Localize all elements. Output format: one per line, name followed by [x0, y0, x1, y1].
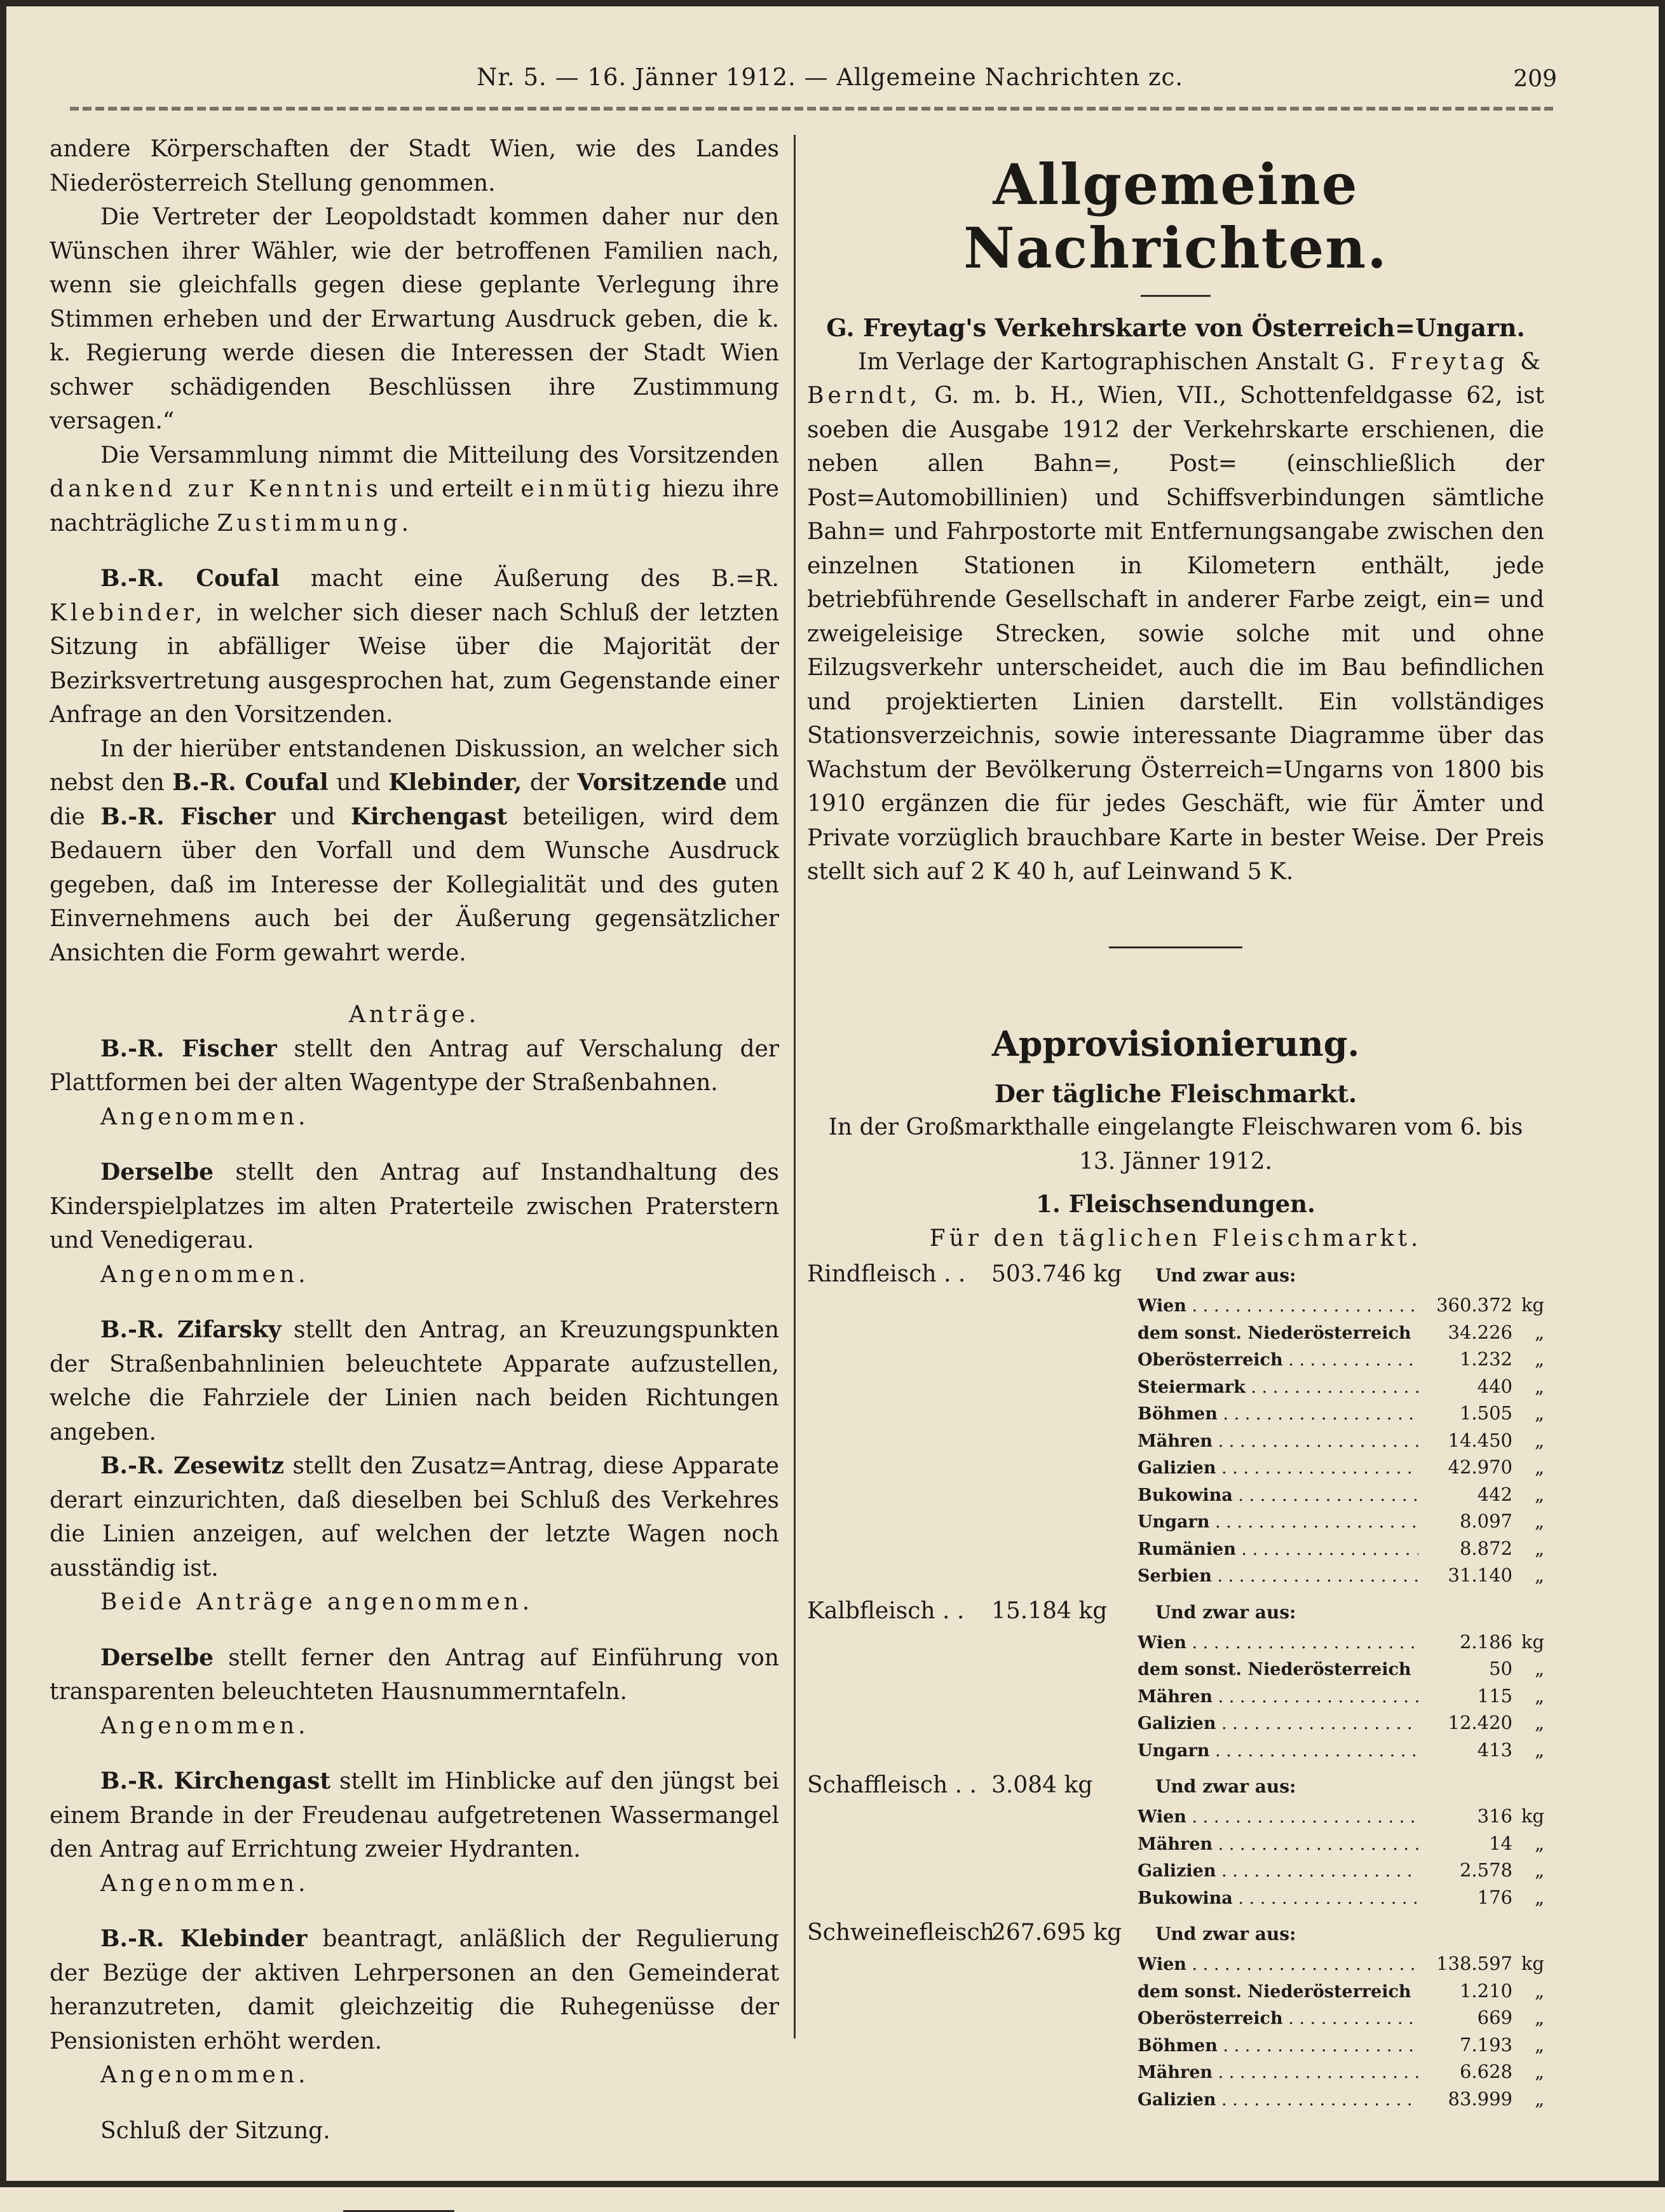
origin-row — [1138, 1400, 1544, 1428]
paragraph — [50, 1156, 779, 1258]
origin-name: Bukowina . . . — [1138, 1482, 1418, 1509]
text-run: in welcher sich dieser nach Schluß der letzten Sitzung in abfälliger Weise über die Majorität der Bezirksvertretung ausgesprochen hat, zum Gegenstande einer Anfrage an den Vorsitzenden. — [50, 599, 779, 728]
running-title: Nr. 5. — 16. Jänner 1912. — Allgemeine Nachrichten zc. — [477, 64, 1183, 91]
verdict: Angenommen. — [100, 1870, 309, 1897]
origin-row — [1138, 1536, 1544, 1563]
paragraph: Die Vertreter der Leopoldstadt kommen daher nur den Wünschen ihrer Wähler, wie der betroffenen Familien nach, wenn sie gleichfalls gegen diese geplante Verlegung ihre Stimmen erheben und der Erwartung Ausdruck geben, die k. k. Regierung werde diesen die Interessen der Stadt Wien schwer schädigenden Beschlüssen ihre Zustimmung versagen.“ — [50, 204, 779, 434]
origin-unit: kg — [1521, 1294, 1544, 1316]
spaced-text: einmütig — [520, 476, 655, 502]
origin-row — [1138, 2059, 1544, 2086]
text-run: und — [290, 803, 336, 830]
paragraph — [50, 732, 779, 971]
divider-rule — [1109, 946, 1242, 948]
spaced-text: Zustimmung. — [217, 510, 413, 536]
origin-row — [1138, 1629, 1544, 1656]
left-column — [50, 132, 779, 2212]
origin-unit: „ — [1534, 1712, 1544, 1733]
origin-name: Oberösterreich . . . — [1138, 2005, 1418, 2032]
origin-unit: kg — [1521, 1805, 1544, 1827]
origin-row — [1138, 1710, 1544, 1737]
origin-row — [1138, 1737, 1544, 1765]
origin-row — [1138, 1656, 1544, 1683]
origin-unit: kg — [1521, 1953, 1544, 1974]
paragraph — [50, 1641, 779, 1709]
meat-name: Schweinefleisch — [807, 1920, 995, 1946]
meat-row — [807, 1258, 1544, 1292]
origin-unit: „ — [1534, 1832, 1544, 1854]
origin-row — [1138, 1683, 1544, 1710]
speaker-name: B.-R. Klebinder — [100, 1925, 308, 1952]
origin-unit: „ — [1534, 2061, 1544, 2082]
paragraph — [50, 1449, 779, 1585]
origin-name: Galizien . . . — [1138, 1455, 1418, 1482]
origin-value: 1.505 — [1459, 1402, 1512, 1424]
origin-value: 14 — [1489, 1832, 1512, 1854]
right-column — [807, 153, 1544, 2113]
title-rule — [1141, 295, 1211, 297]
origin-unit: „ — [1534, 1375, 1544, 1397]
origin-name: Bukowina . . . — [1138, 1885, 1418, 1912]
origin-unit: „ — [1534, 1564, 1544, 1586]
origin-name: Ungarn . . . — [1138, 1509, 1418, 1536]
text-run: beantragt, anläßlich der Regulierung der Bezüge der aktiven Lehrpersonen an den Gemeinderat heranzutreten, damit gleichzeitig die Ruhegenüsse der Pensionisten erhöht werden. — [50, 1926, 779, 2054]
origin-unit: kg — [1521, 1630, 1544, 1653]
verdict: Beide Anträge angenommen. — [100, 1589, 534, 1615]
origin-name: Galizien . . . — [1138, 2087, 1418, 2113]
origin-name: Serbien . . . — [1138, 1563, 1418, 1590]
spaced-text: dankend zur Kenntnis — [50, 476, 382, 502]
fleischmarkt-title: Der tägliche Fleischmarkt. — [994, 1079, 1357, 1108]
meat-name: Kalbfleisch . . — [807, 1597, 965, 1624]
paragraph — [807, 345, 1544, 889]
origin-name: dem sonst. Niederösterreich . . . — [1138, 1656, 1418, 1683]
origin-name: Mähren . . . — [1138, 2059, 1418, 2086]
origin-name: Mähren . . . — [1138, 1831, 1418, 1858]
text-run: hiezu ihre nachträgliche — [50, 476, 779, 536]
text-run: macht eine Äußerung des B.=R. — [310, 566, 779, 592]
meat-amount: 3.084 kg — [991, 1772, 1093, 1798]
origin-note: Und zwar aus: — [1155, 1601, 1296, 1623]
meat-amount: 267.695 kg — [991, 1920, 1122, 1946]
origin-unit: „ — [1534, 2007, 1544, 2028]
intro-text: In der Großmarkthalle eingelangte Fleischwaren vom 6. bis 13. Jänner 1912. — [828, 1114, 1523, 1175]
paragraph — [50, 1922, 779, 2058]
text-run: Die Versammlung nimmt die Mitteilung des Vorsitzenden — [100, 442, 779, 468]
spaced-text: G. Freytag & Berndt, — [807, 348, 1545, 409]
origin-value: 7.193 — [1459, 2033, 1512, 2056]
origin-value: 316 — [1477, 1805, 1512, 1827]
origin-row — [1138, 1428, 1544, 1455]
origin-unit: „ — [1534, 1348, 1544, 1370]
origin-row — [1138, 1508, 1544, 1536]
origin-value: 413 — [1477, 1738, 1512, 1761]
origin-row — [1138, 1562, 1544, 1590]
origin-row — [1138, 1374, 1544, 1401]
column-divider — [794, 135, 796, 2038]
origin-row — [1138, 1346, 1544, 1374]
speaker-name: Klebinder, — [388, 769, 522, 796]
text-run: und erteilt — [390, 476, 513, 502]
origin-unit: „ — [1534, 1886, 1544, 1908]
section-title: Allgemeine Nachrichten. — [963, 151, 1388, 281]
origin-name: Galizien . . . — [1138, 1858, 1418, 1885]
origin-value: 1.210 — [1459, 1979, 1512, 2002]
origin-value: 50 — [1489, 1658, 1512, 1679]
origin-unit: „ — [1534, 1510, 1544, 1532]
text-run: beteiligen, wird dem Bedauern über den Vorfall und dem Wunsche Ausdruck gegeben, daß im Interesse der Kollegialität und des guten Einvernehmens auch bei der Äußerung gegensätzlicher Ansichten die Form gewahrt werde. — [50, 803, 780, 966]
page-number: 209 — [1513, 66, 1557, 92]
text-run: In der hierüber entstandenen Diskussion, an welcher sich nebst den — [50, 735, 779, 796]
meat-row — [807, 1769, 1544, 1803]
origin-value: 8.097 — [1459, 1510, 1512, 1532]
origin-name: Böhmen . . . — [1138, 2033, 1418, 2059]
origin-value: 669 — [1477, 2007, 1512, 2028]
speaker-name: Derselbe — [100, 1159, 214, 1185]
origin-row — [1138, 1454, 1544, 1482]
origin-unit: „ — [1534, 1402, 1544, 1424]
paragraph: andere Körperschaften der Stadt Wien, wie des Landes Niederösterreich Stellung genommen. — [50, 136, 779, 196]
origin-name: Wien . . . — [1138, 1804, 1418, 1831]
verdict: Angenommen. — [100, 1261, 309, 1288]
speaker-name: Derselbe — [100, 1644, 214, 1671]
origin-row — [1138, 1803, 1544, 1831]
speaker-name: B.-R. Coufal — [172, 769, 329, 796]
origin-value: 360.372 — [1436, 1294, 1512, 1316]
origin-unit: „ — [1534, 2033, 1544, 2056]
speaker-name: Kirchengast — [350, 803, 508, 830]
origin-name: Wien . . . — [1138, 1293, 1418, 1320]
meat-amount: 15.184 kg — [991, 1597, 1108, 1624]
origin-value: 34.226 — [1448, 1321, 1512, 1343]
origin-name: dem sonst. Niederösterreich . . . — [1138, 1979, 1418, 2005]
text-run: der — [529, 770, 569, 796]
meat-row — [807, 1595, 1544, 1629]
origin-row — [1138, 1857, 1544, 1885]
text-run: stellt den Antrag auf Verschalung der Plattformen bei der alten Wagentype der Straßenbahnen. — [50, 1035, 780, 1096]
origin-unit: „ — [1534, 1429, 1544, 1451]
origin-value: 83.999 — [1448, 2087, 1512, 2110]
origin-name: Rumänien . . . — [1138, 1536, 1418, 1563]
origin-name: Ungarn . . . — [1138, 1738, 1418, 1765]
origin-row — [1138, 1292, 1544, 1320]
text-run: und die — [50, 770, 779, 830]
paragraph — [50, 562, 779, 732]
origin-value: 1.232 — [1459, 1348, 1512, 1370]
header-wavy-rule — [70, 107, 1557, 111]
origin-row — [1138, 1885, 1544, 1912]
fleischsendungen-heading: 1. Fleischsendungen. — [1036, 1190, 1315, 1218]
origin-value: 8.872 — [1459, 1537, 1512, 1559]
origin-value: 42.970 — [1448, 1456, 1512, 1478]
origin-note: Und zwar aus: — [1155, 1265, 1296, 1286]
origin-row — [1138, 1951, 1544, 1978]
meat-name: Rindfleisch . . — [807, 1261, 966, 1287]
meat-name: Schaffleisch . . — [807, 1772, 977, 1798]
origin-value: 6.628 — [1459, 2061, 1512, 2082]
meat-row — [807, 1916, 1544, 1951]
origin-unit: „ — [1534, 1859, 1544, 1881]
text-run: stellt den Zusatz=Antrag, diese Apparate derart einzurichten, daß dieselben bei Schluß des Verkehres die Linien anzeigen, auf welchen der letzte Wagen noch ausständig ist. — [50, 1453, 779, 1581]
origin-note: Und zwar aus: — [1155, 1923, 1296, 1944]
origin-value: 2.186 — [1459, 1630, 1512, 1653]
origin-unit: „ — [1534, 1979, 1544, 2002]
origin-value: 442 — [1477, 1483, 1512, 1505]
spaced-text: Klebinder, — [50, 599, 207, 626]
text-run: Im Verlage der Kartographischen Anstalt — [858, 348, 1339, 375]
verdict: Angenommen. — [100, 2062, 309, 2088]
origin-row — [1138, 1482, 1544, 1509]
origin-row — [1138, 1831, 1544, 1858]
origin-name: dem sonst. Niederösterreich . . . — [1138, 1320, 1418, 1347]
paragraph — [50, 1313, 779, 1449]
text-run: G. m. b. H., Wien, VII., Schottenfeldgasse 62, ist soeben die Ausgabe 1912 der Verkehrskarte erschienen, die neben allen Bahn=, Post= (einschließlich der Post=Automobillinien) und Schiffsverbindungen sämtliche Bahn= und Fahrpostorte mit Entfernungsangabe zwischen den einzelnen Stationen in Kilometern enthält, jede betriebführende Gesellschaft in anderer Farbe zeigt, ein= und zweigeleisige Strecken, sowie solche mit und ohne Eilzugsverkehr unterscheidet, auch die im Bau befindlichen und projektierten Linien darstellt. Ein vollständiges Stationsverzeichnis, sowie interessante Diagramme über das Wachstum der Bevölkerung Österreich=Ungarns von 1800 bis 1910 ergänzen die für jedes Geschäft, wie für Ämter und Private vorzüglich brauchbare Karte in bester Weise. Der Preis stellt sich auf 2 K 40 h, auf Leinwand 5 K. — [807, 383, 1544, 885]
paragraph — [50, 1765, 779, 1867]
verdict: Angenommen. — [100, 1712, 309, 1739]
paragraph — [50, 1032, 779, 1100]
origin-unit: „ — [1534, 2087, 1544, 2110]
text-run: stellt im Hinblicke auf den jüngst bei einem Brande in der Freudenau aufgetretenen Wassermangel den Antrag auf Errichtung zweier Hydranten. — [50, 1768, 779, 1862]
origin-unit: „ — [1534, 1684, 1544, 1707]
meat-table — [807, 1258, 1544, 2113]
page-header — [70, 64, 1557, 102]
approvisionierung-title: Approvisionierung. — [991, 1023, 1360, 1064]
origin-name: Wien . . . — [1138, 1951, 1418, 1978]
text-run: stellt den Antrag auf Instandhaltung des Kinderspielplatzes im alten Praterteile zwischen Praterstern und Venedigerau. — [50, 1159, 779, 1253]
speaker-name: B.-R. Fischer — [100, 803, 276, 830]
article-title: G. Freytag's Verkehrskarte von Österreich=Ungarn. — [826, 313, 1525, 342]
fleischmarkt-subheading: Für den täglichen Fleischmarkt. — [929, 1225, 1422, 1252]
origin-unit: „ — [1534, 1658, 1544, 1679]
origin-value: 14.450 — [1448, 1429, 1512, 1451]
origin-name: Galizien . . . — [1138, 1710, 1418, 1737]
origin-name: Böhmen . . . — [1138, 1401, 1418, 1428]
origin-name: Oberösterreich . . . — [1138, 1347, 1418, 1374]
closing-line: Schluß der Sitzung. — [100, 2117, 330, 2144]
paragraph — [50, 439, 779, 541]
origin-name: Steiermark . . . — [1138, 1374, 1418, 1401]
origin-value: 138.597 — [1436, 1953, 1512, 1974]
origin-row — [1138, 1320, 1544, 1347]
origin-note: Und zwar aus: — [1155, 1776, 1296, 1797]
verdict: Angenommen. — [100, 1103, 309, 1130]
origin-row — [1138, 1978, 1544, 2005]
text-run: stellt ferner den Antrag auf Einführung von transparenten beleuchteten Hausnummerntafeln. — [50, 1644, 779, 1705]
origin-value: 31.140 — [1448, 1564, 1512, 1586]
speaker-name: B.-R. Coufal — [100, 565, 280, 592]
origin-unit: „ — [1534, 1483, 1544, 1505]
origin-row — [1138, 2032, 1544, 2059]
speaker-name: B.-R. Kirchengast — [100, 1768, 330, 1794]
origin-unit: „ — [1534, 1738, 1544, 1761]
origin-value: 176 — [1477, 1886, 1512, 1908]
origin-unit: „ — [1534, 1321, 1544, 1343]
speaker-name: B.-R. Zesewitz — [100, 1452, 285, 1479]
meat-amount: 503.746 kg — [991, 1261, 1122, 1287]
text-run: stellt den Antrag, an Kreuzungspunkten der Straßenbahnlinien beleuchtete Apparate aufzustellen, welche die Fahrziele der Linien nach beiden Richtungen angeben. — [50, 1317, 780, 1445]
origin-name: Wien . . . — [1138, 1630, 1418, 1656]
origin-unit: „ — [1534, 1456, 1544, 1478]
origin-row — [1138, 2086, 1544, 2113]
origin-value: 12.420 — [1448, 1712, 1512, 1733]
origin-row — [1138, 2005, 1544, 2032]
origin-value: 440 — [1477, 1375, 1512, 1397]
origin-value: 2.578 — [1459, 1859, 1512, 1881]
speaker-name: Vorsitzende — [577, 769, 727, 796]
section-heading-antraege: Anträge. — [348, 1002, 480, 1028]
speaker-name: B.-R. Zifarsky — [100, 1316, 282, 1343]
text-run: und — [336, 770, 381, 796]
origin-name: Mähren . . . — [1138, 1428, 1418, 1455]
speaker-name: B.-R. Fischer — [100, 1035, 277, 1062]
origin-name: Mähren . . . — [1138, 1684, 1418, 1710]
origin-unit: „ — [1534, 1537, 1544, 1559]
origin-value: 115 — [1477, 1684, 1512, 1707]
